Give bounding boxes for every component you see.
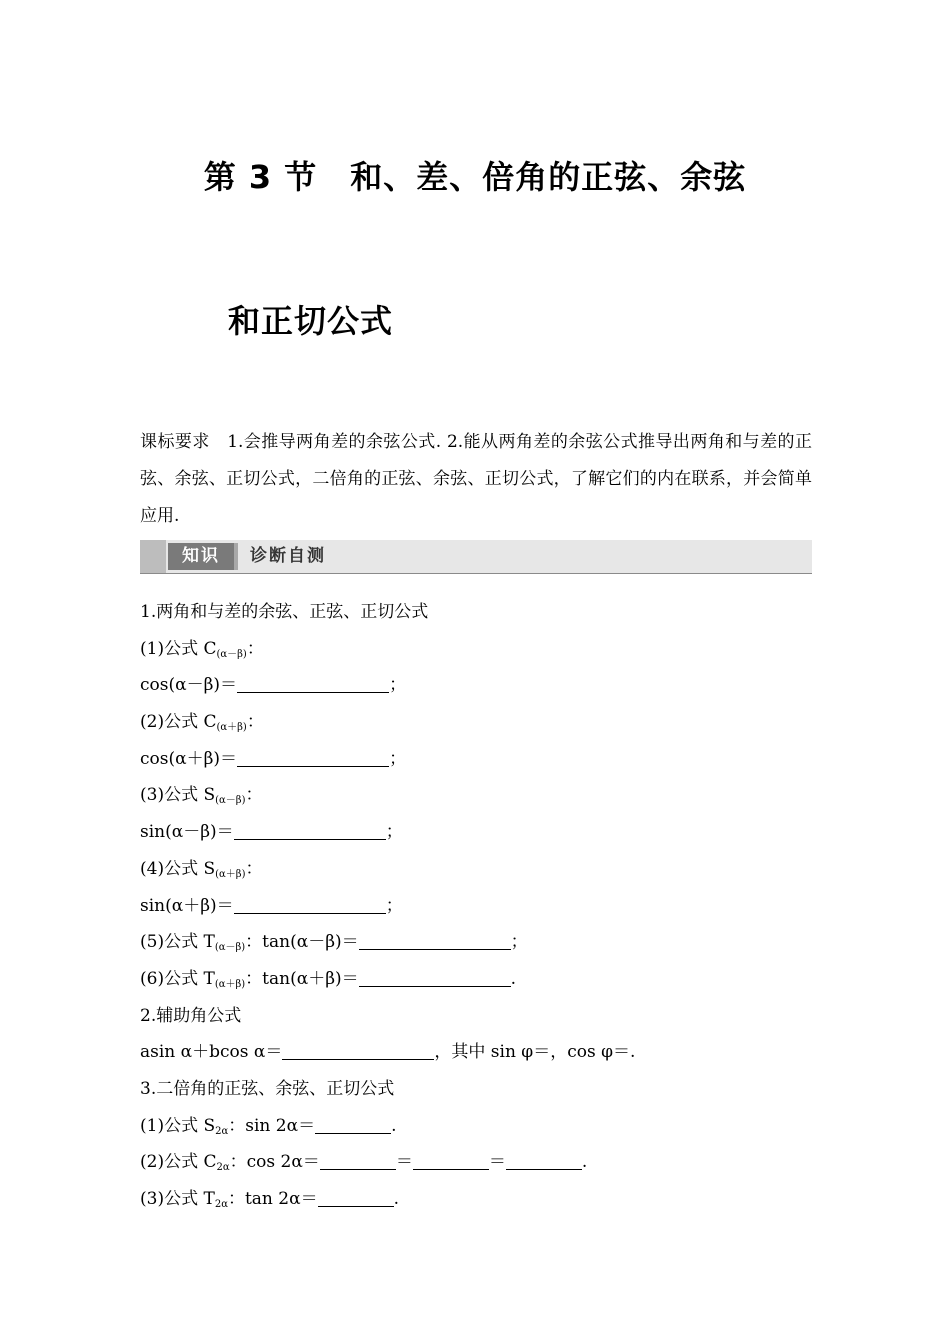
formula-line: (2)公式 C2α：cos 2α＝ ＝ ＝ . xyxy=(140,1144,820,1181)
formula-label: (4)公式 S(α＋β)： xyxy=(140,858,263,880)
formula-line: (1)公式 S2α：sin 2α＝ . xyxy=(140,1108,820,1145)
answer-blank[interactable] xyxy=(315,1113,391,1134)
answer-blank[interactable] xyxy=(237,672,389,693)
section-title-line2: 和正切公式 xyxy=(228,302,394,340)
formula-line: (3)公式 T2α：tan 2α＝ . xyxy=(140,1181,820,1218)
answer-blank[interactable] xyxy=(237,746,389,767)
heading-sum-difference: 1.两角和与差的余弦、正弦、正切公式 xyxy=(140,602,429,622)
banner-title: 诊断自测 xyxy=(250,546,326,566)
formula-label: (2)公式 C(α＋β)： xyxy=(140,712,264,734)
formula-line: asin α＋bcos α＝ ，其中 sin φ＝，cos φ＝. xyxy=(140,1034,820,1071)
answer-blank[interactable] xyxy=(318,1186,394,1207)
banner-tag: 知识 xyxy=(168,543,234,570)
formula-line: sin(α－β)＝ ； xyxy=(140,814,820,851)
formula-line: (5)公式 T(α－β)：tan(α－β)＝ ； xyxy=(140,924,820,961)
answer-blank[interactable] xyxy=(506,1149,582,1170)
banner-tag-edge xyxy=(234,543,238,570)
section-title-line1: 第 3 节 和、差、倍角的正弦、余弦 xyxy=(203,158,747,196)
formula-line: sin(α＋β)＝ ； xyxy=(140,888,820,925)
formula-line: cos(α＋β)＝ ； xyxy=(140,741,820,778)
answer-blank[interactable] xyxy=(234,893,386,914)
answer-blank[interactable] xyxy=(413,1149,489,1170)
formula-label: (3)公式 S(α－β)： xyxy=(140,785,263,807)
formula-line: (6)公式 T(α＋β)：tan(α＋β)＝ . xyxy=(140,961,820,998)
formula-label: (1)公式 C(α－β)： xyxy=(140,638,264,660)
heading-double-angle: 3.二倍角的正弦、余弦、正切公式 xyxy=(140,1078,395,1099)
answer-blank[interactable] xyxy=(234,819,386,840)
answer-blank[interactable] xyxy=(282,1039,434,1060)
answer-blank[interactable] xyxy=(359,966,511,987)
formula-line: cos(α－β)＝ ； xyxy=(140,667,820,704)
answer-blank[interactable] xyxy=(359,929,511,950)
heading-auxiliary-angle: 2.辅助角公式 xyxy=(140,1005,242,1026)
answer-blank[interactable] xyxy=(320,1149,396,1170)
curriculum-requirements: 课标要求 1.会推导两角差的余弦公式. 2.能从两角差的余弦公式推导出两角和与差的正弦、余弦、正切公式，二倍角的正弦、余弦、正切公式，了解它们的内在联系，并会简单应用. xyxy=(140,432,812,526)
knowledge-content xyxy=(140,594,820,1218)
section-banner xyxy=(140,540,812,574)
banner-accent xyxy=(140,540,166,573)
